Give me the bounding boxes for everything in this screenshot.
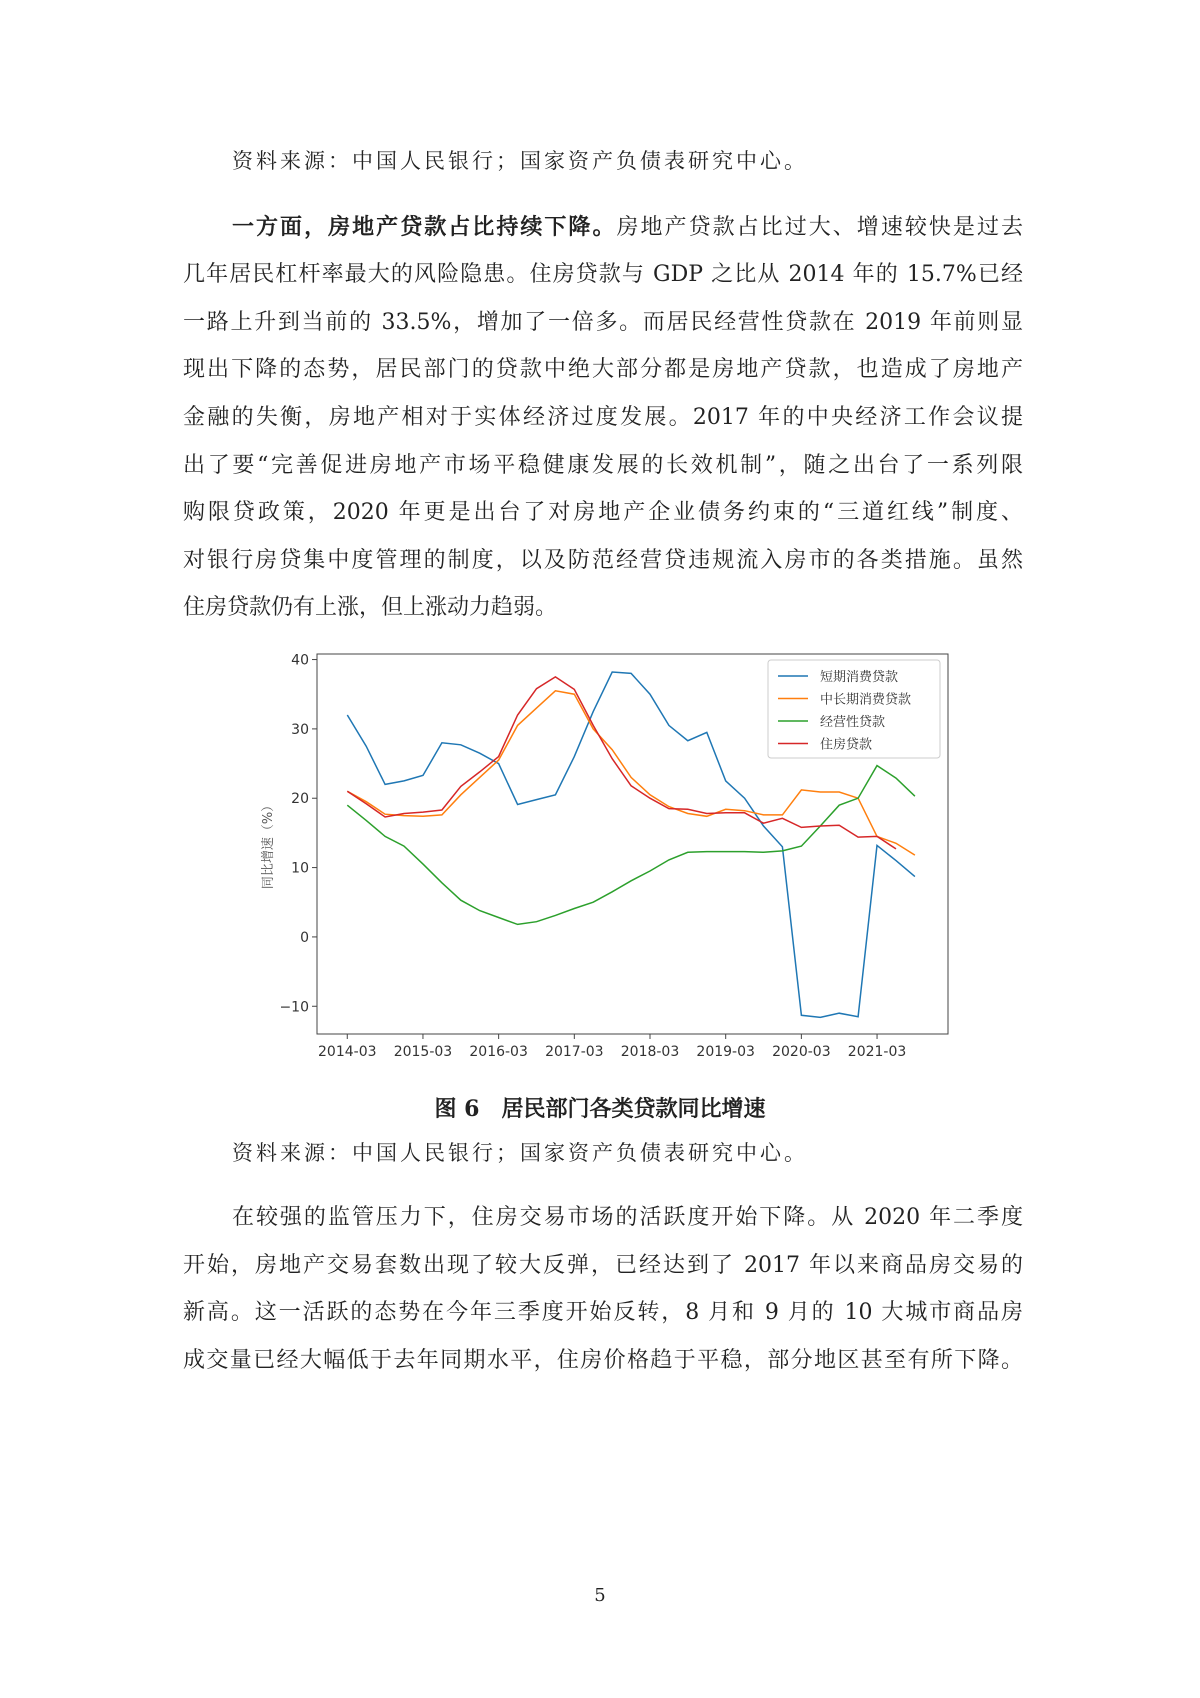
y-tick-label: 0 xyxy=(300,929,309,946)
y-tick-label: 20 xyxy=(291,791,309,808)
y-tick-label: 30 xyxy=(291,721,309,738)
paragraph-line: 购限贷政策，2020 年更是出台了对房地产企业债务约束的“三道红线”制度、 xyxy=(183,500,1023,525)
paragraph-line: 出了要“完善促进房地产市场平稳健康发展的长效机制”，随之出台了一系列限 xyxy=(183,453,1023,478)
paragraph-line: 一路上升到当前的 33.5%，增加了一倍多。而居民经营性贷款在 2019 年前则显 xyxy=(183,310,1023,335)
paragraph-line: 成交量已经大幅低于去年同期水平，住房价格趋于平稳，部分地区甚至有所下降。 xyxy=(183,1348,1023,1373)
paragraph-line: 对银行房贷集中度管理的制度，以及防范经营贷违规流入房市的各类措施。虽然 xyxy=(183,548,1023,573)
source-note-bottom: 资料来源：中国人民银行；国家资产负债表研究中心。 xyxy=(232,1141,808,1165)
x-tick-label: 2014-03 xyxy=(318,1044,377,1060)
legend-label: 住房贷款 xyxy=(820,737,873,753)
y-tick-label: 40 xyxy=(291,652,309,669)
figure-caption: 图 6 居民部门各类贷款同比增速 xyxy=(434,1096,766,1122)
paragraph-line: 金融的失衡，房地产相对于实体经济过度发展。2017 年的中央经济工作会议提 xyxy=(183,405,1023,430)
paragraph-line: 新高。这一活跃的态势在今年三季度开始反转，8 月和 9 月的 10 大城市商品房 xyxy=(183,1300,1023,1325)
line-text: 房地产贷款占比过大、增速较快是过去 xyxy=(616,215,1023,240)
page-number: 5 xyxy=(594,1585,606,1606)
paragraph-line: 现出下降的态势，居民部门的贷款中绝大部分都是房地产贷款，也造成了房地产 xyxy=(183,357,1023,382)
legend-label: 短期消费贷款 xyxy=(820,670,899,685)
y-tick-label: −10 xyxy=(279,999,309,1016)
paragraph-line: 几年居民杠杆率最大的风险隐患。住房贷款与 GDP 之比从 2014 年的 15.7%已经 xyxy=(183,262,1023,287)
series-line-2 xyxy=(347,766,915,925)
bold-lead: 一方面，房地产贷款占比持续下降。 xyxy=(232,214,617,240)
x-tick-label: 2019-03 xyxy=(696,1044,755,1060)
y-tick-label: 10 xyxy=(291,860,309,877)
x-tick-label: 2020-03 xyxy=(772,1044,831,1060)
paragraph-line: 在较强的监管压力下，住房交易市场的活跃度开始下降。从 2020 年二季度 xyxy=(232,1205,1023,1230)
x-tick-label: 2016-03 xyxy=(469,1044,528,1060)
legend-label: 中长期消费贷款 xyxy=(820,692,912,708)
paragraph-line: 开始，房地产交易套数出现了较大反弹，已经达到了 2017 年以来商品房交易的 xyxy=(183,1253,1023,1278)
x-tick-label: 2018-03 xyxy=(620,1044,680,1060)
y-axis-label: 同比增速（%） xyxy=(261,798,276,890)
x-tick-label: 2017-03 xyxy=(545,1044,604,1060)
x-tick-label: 2021-03 xyxy=(847,1044,907,1060)
x-tick-label: 2015-03 xyxy=(393,1044,453,1060)
legend-label: 经营性贷款 xyxy=(820,715,886,730)
source-note-top: 资料来源：中国人民银行；国家资产负债表研究中心。 xyxy=(232,149,808,173)
legend xyxy=(768,660,940,758)
paragraph-line: 住房贷款仍有上涨，但上涨动力趋弱。 xyxy=(183,595,558,620)
